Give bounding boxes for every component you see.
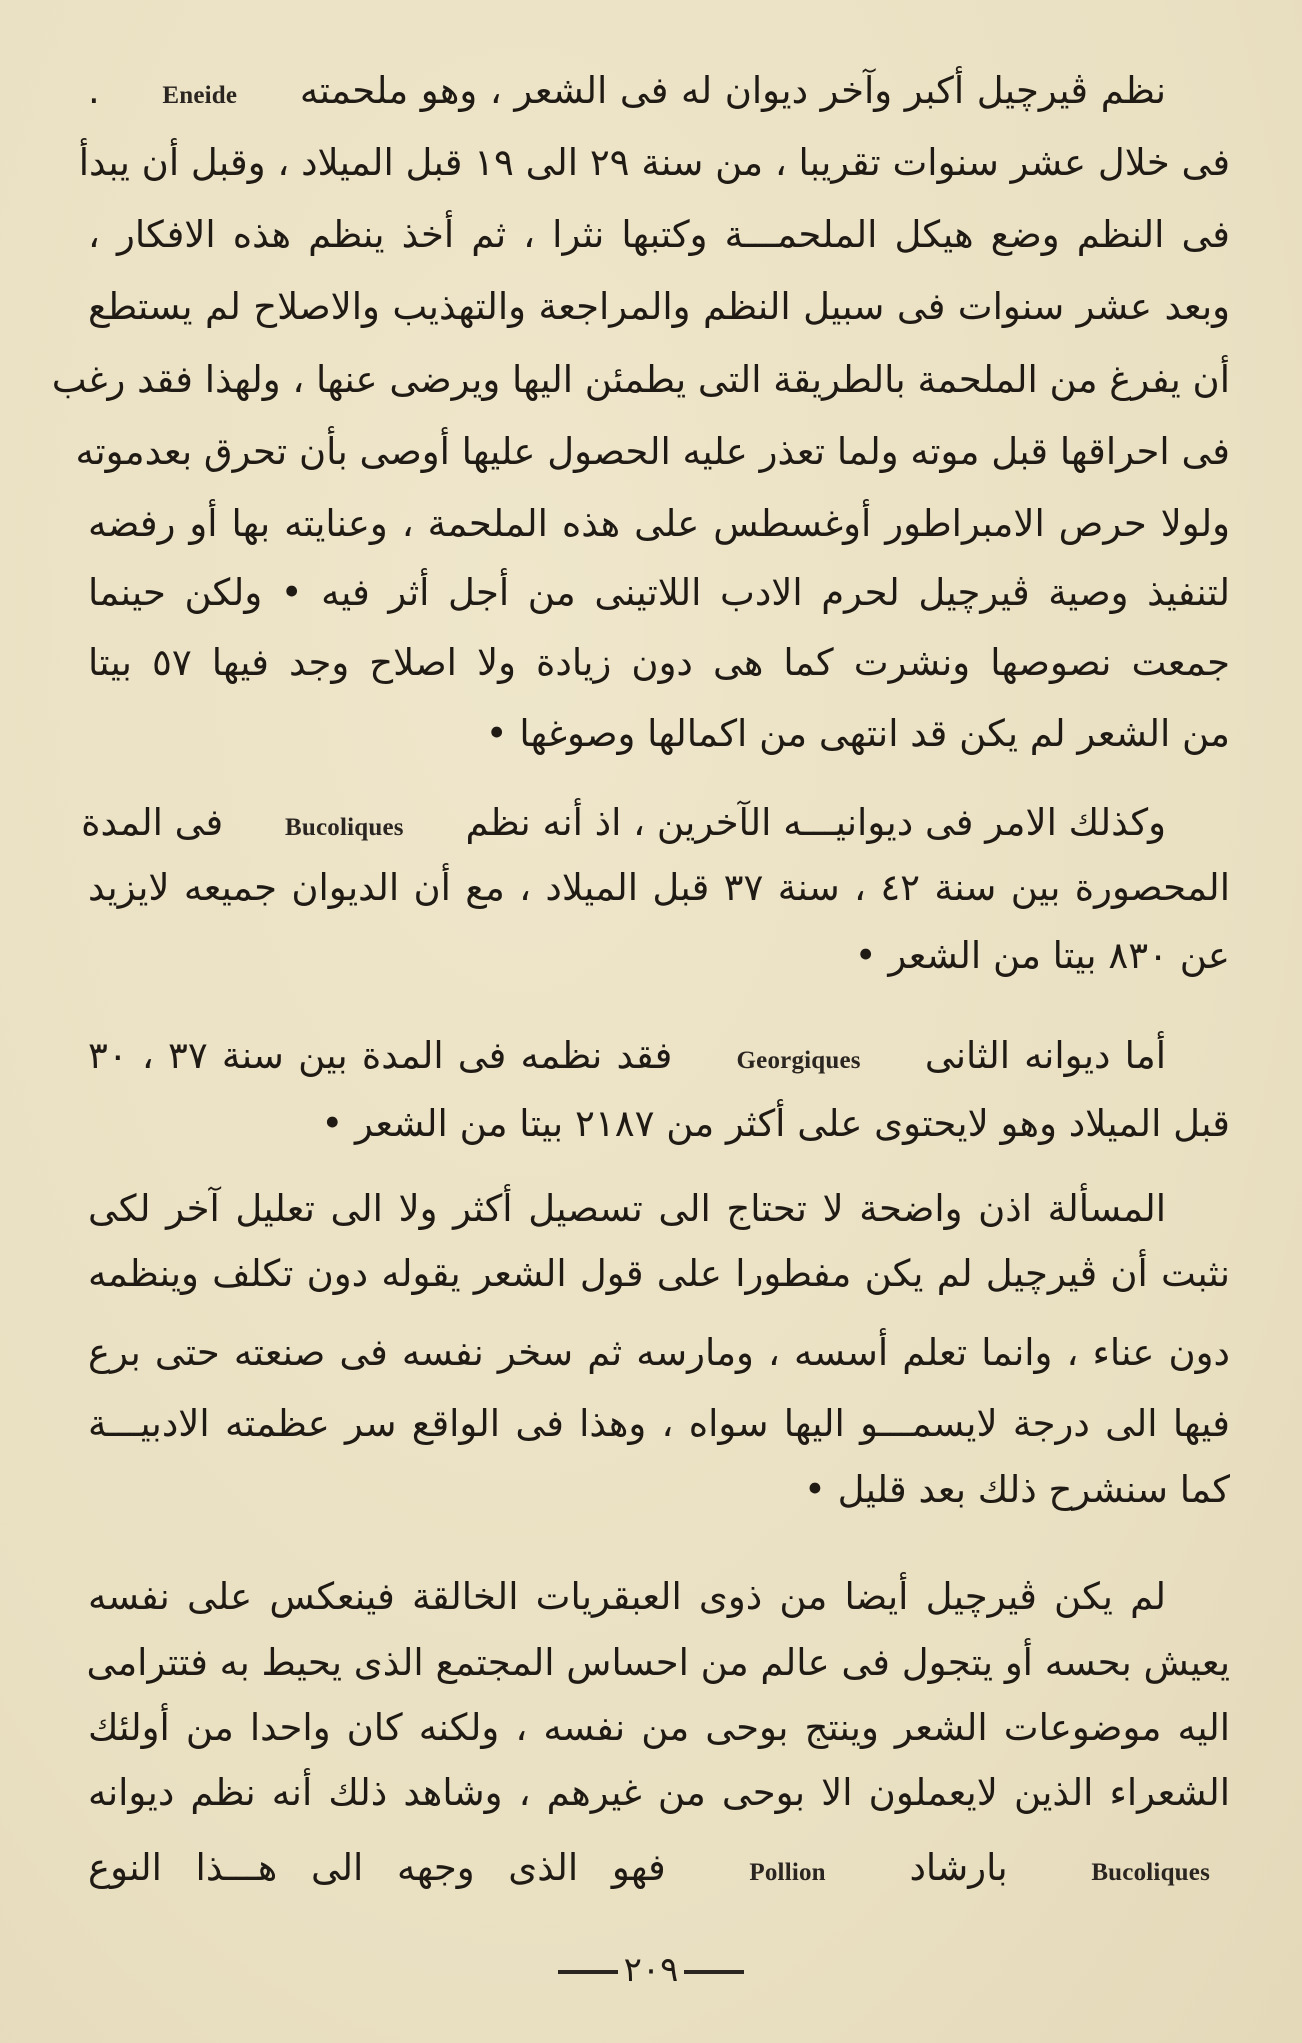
text-line: ولولا حرص الامبراطور أوغسطس على هذه الملحمة ، وعنايته بها أو رفضه [88,502,1230,545]
latin-term-bucoliques: Bucoliques [1091,1859,1211,1886]
latin-term-bucoliques: Bucoliques [284,814,404,841]
text-line: فيها الى درجة لايسمـــو اليها سواه ، وهذا فى الواقع سر عظمته الادبيـــة [88,1402,1230,1445]
latin-term-pollion: Pollion [749,1859,826,1886]
text-line: من الشعر لم يكن قد انتهى من اكمالها وصوغها • [485,712,1230,755]
text-line: وبعد عشر سنوات فى سبيل النظم والمراجعة والتهذيب والاصلاح لم يستطع [88,285,1230,328]
text-segment: بارشاد [909,1846,1008,1889]
text-line: عن ٨٣٠ بيتا من الشعر • [854,934,1230,977]
text-line: يعيش بحسه أو يتجول فى عالم من احساس المجتمع الذى يحيط به فتترامى [86,1641,1230,1684]
text-line: نثبت أن ڤيرچيل لم يكن مفطورا على قول الشعر يقوله دون تكلف وينظمه [88,1252,1230,1295]
page-number-value: ٢٠٩ [623,1950,679,1990]
text-line: أن يفرغ من الملحمة بالطريقة التى يطمئن اليها ويرضى عنها ، ولهذا فقد رغب [51,358,1230,401]
punctuation: . [88,69,100,112]
text-line: المحصورة بين سنة ٤٢ ، سنة ٣٧ قبل الميلاد ، مع أن الديوان جميعه لايزيد [88,866,1230,909]
text-line: الشعراء الذين لايعملون الا بوحى من غيرهم ، وشاهد ذلك أنه نظم ديوانه [88,1771,1230,1814]
text-segment: فى المدة [81,801,224,844]
text-segment: فهو الذى وجهه الى هـــذا النوع [88,1846,666,1889]
text-line: دون عناء ، وانما تعلم أسسه ، ومارسه ثم سخر نفسه فى صنعته حتى برع [88,1331,1230,1374]
text-line: فى احراقها قبل موته ولما تعذر عليه الحصول عليها أوصى بأن تحرق بعدموته [75,430,1230,473]
text-segment: أما ديوانه الثانى [924,1034,1167,1077]
text-line: فى خلال عشر سنوات تقريبا ، من سنة ٢٩ الى ١٩ قبل الميلاد ، وقبل أن يبدأ [78,141,1230,184]
text-line: لم يكن ڤيرچيل أيضا من ذوى العبقريات الخالقة فينعكس على نفسه [88,1575,1166,1618]
text-line: فى النظم وضع هيكل الملحمـــة وكتبها نثرا ، ثم أخذ ينظم هذه الافكار ، [88,213,1230,256]
text-segment: نظم ڤيرچيل أكبر وآخر ديوان له فى الشعر ، وهو ملحمته [299,69,1166,112]
latin-term-georgiques: Georgiques [736,1047,861,1074]
text-line: اليه موضوعات الشعر وينتج بوحى من نفسه ، ولكنه كان واحدا من أولئك [88,1706,1230,1749]
text-line [81,787,1230,859]
text-line: لتنفيذ وصية ڤيرچيل لحرم الادب اللاتينى من أجل أثر فيه • ولكن حينما [88,571,1230,614]
text-line [88,1020,1230,1092]
text-line [88,55,1230,127]
dash-right [684,1970,744,1974]
page-number [0,1950,1302,1990]
latin-term-eneide: Eneide [162,82,238,109]
text-segment: وكذلك الامر فى ديوانيـــه الآخرين ، اذ أنه نظم [465,801,1166,844]
text-line [88,1832,1230,1904]
text-line: المسألة اذن واضحة لا تحتاج الى تسصيل أكثر ولا الى تعليل آخر لكى [88,1187,1166,1230]
text-line: جمعت نصوصها ونشرت كما هى دون زيادة ولا اصلاح وجد فيها ٥٧ بيتا [88,641,1230,684]
dash-left [558,1970,618,1974]
text-line: كما سنشرح ذلك بعد قليل • [803,1468,1230,1511]
text-line: قبل الميلاد وهو لايحتوى على أكثر من ٢١٨٧ بيتا من الشعر • [321,1102,1230,1145]
text-segment: فقد نظمه فى المدة بين سنة ٣٧ ، ٣٠ [88,1034,673,1077]
